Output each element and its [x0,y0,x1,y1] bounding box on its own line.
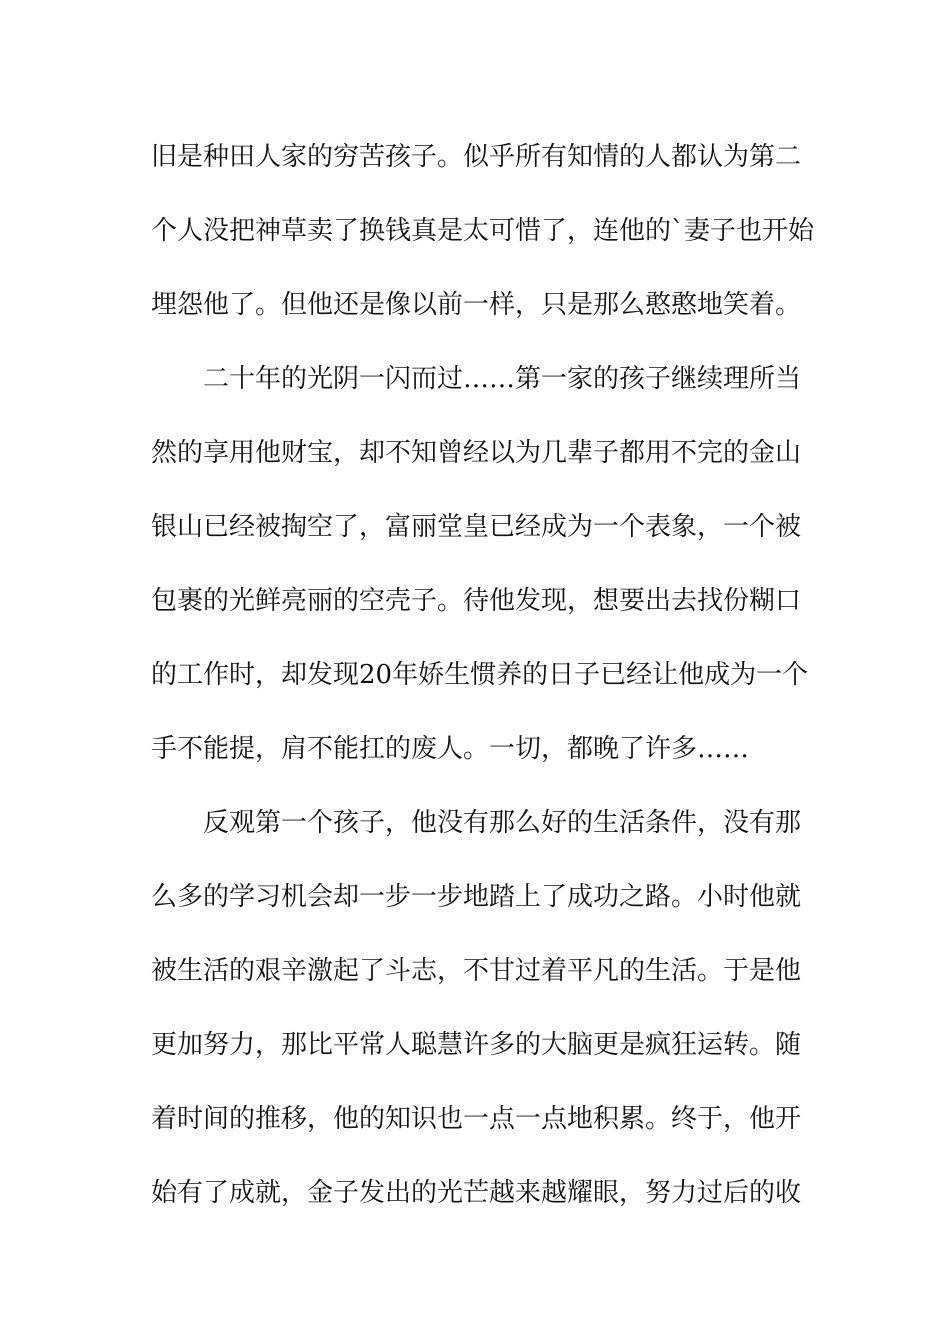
text-line: 手不能提，肩不能扛的废人。一切，都晚了许多…… [151,734,750,764]
text-line: 着时间的推移，他的知识也一点一点地积累。终于，他开 [151,1104,802,1134]
text-line: 么多的学习机会却一步一步地踏上了成功之路。小时他就 [151,882,802,912]
text-line: 包裹的光鲜亮丽的空壳子。待他发现，想要出去找份糊口 [151,586,802,616]
text-line: 埋怨他了。但他还是像以前一样，只是那么憨憨地笑着。 [151,290,802,320]
text-line: 银山已经被掏空了，富丽堂皇已经成为一个表象，一个被 [151,512,802,542]
text-line: 被生活的艰辛激起了斗志，不甘过着平凡的生活。于是他 [151,956,802,986]
text-line: 然的享用他财宝，却不知曾经以为几辈子都用不完的金山 [151,438,802,468]
body-text [151,131,815,1241]
paragraph-start-line: 反观第一个孩子，他没有那么好的生活条件，没有那 [203,808,802,838]
text-line: 个人没把神草卖了换钱真是太可惜了，连他的`妻子也开始 [151,216,815,246]
paragraph-start-line: 二十年的光阴一闪而过……第一家的孩子继续理所当 [203,364,802,394]
text-line: 始有了成就，金子发出的光芒越来越耀眼，努力过后的收 [151,1178,802,1208]
text-line: 旧是种田人家的穷苦孩子。似乎所有知情的人都认为第二 [151,142,802,172]
text-line: 的工作时，却发现20年娇生惯养的日子已经让他成为一个 [151,660,809,690]
text-line: 更加努力，那比平常人聪慧许多的大脑更是疯狂运转。随 [151,1030,802,1060]
